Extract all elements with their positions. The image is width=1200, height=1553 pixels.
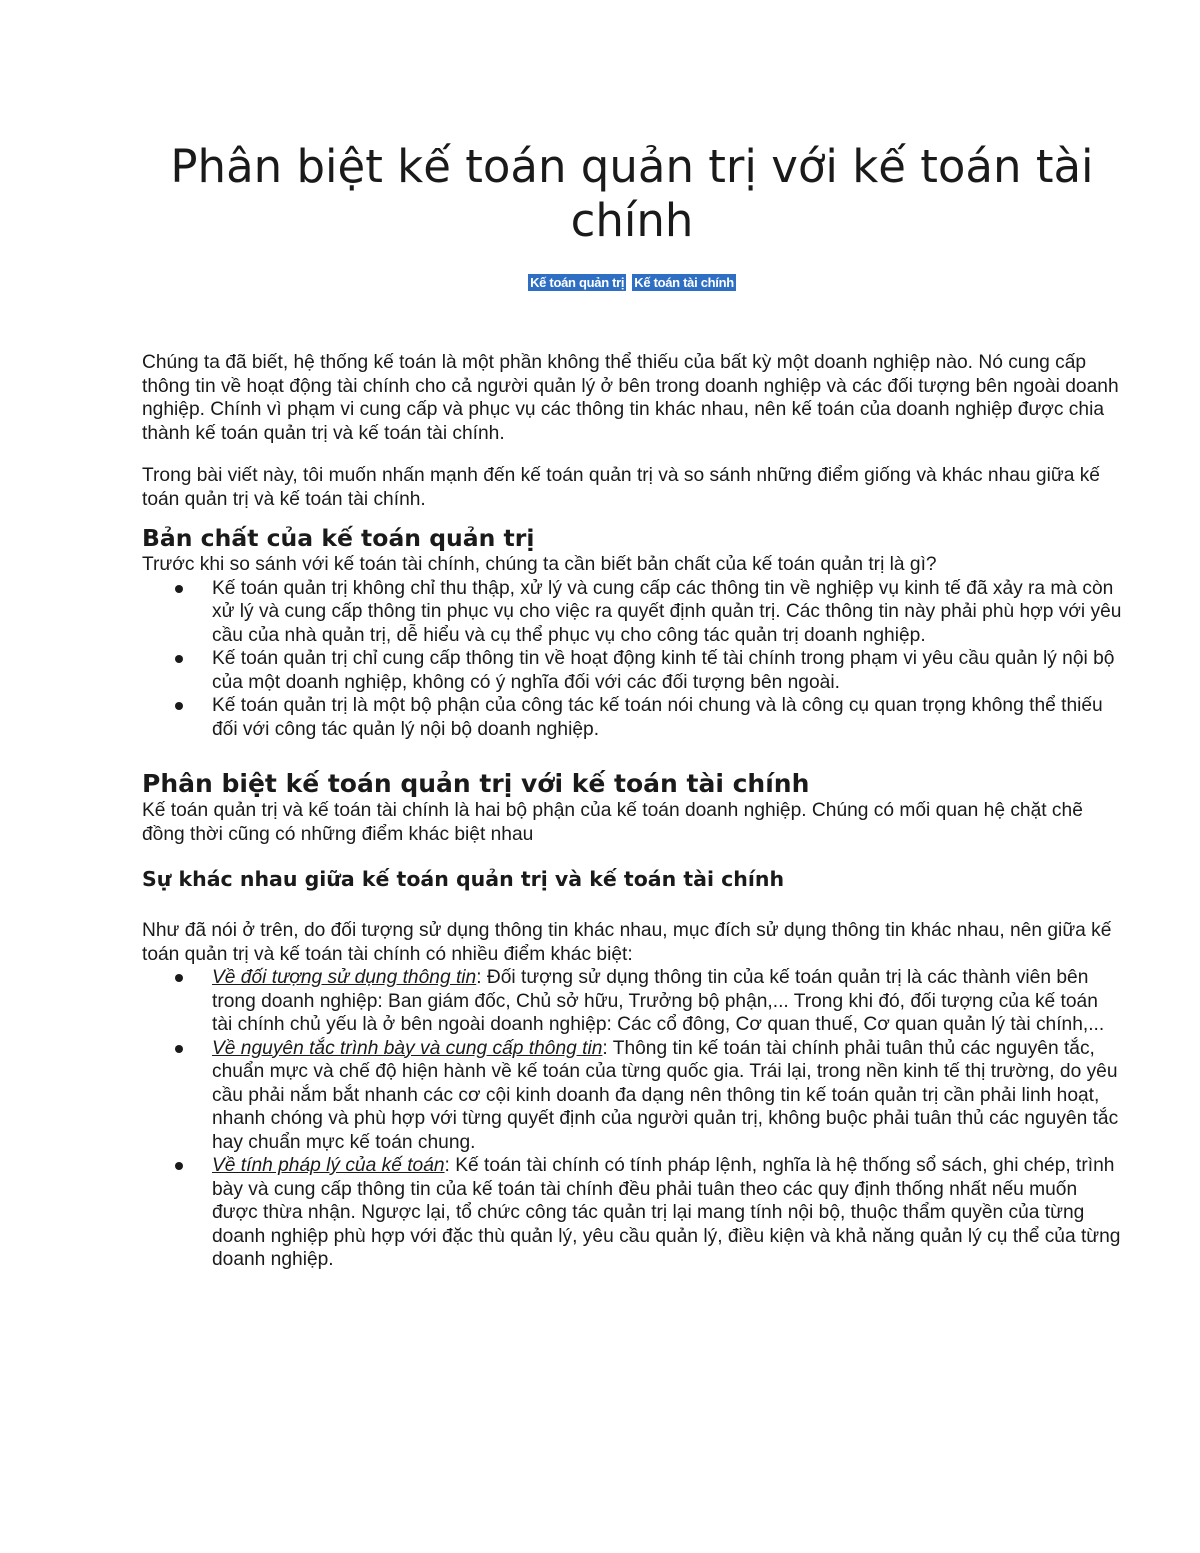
page-title: Phân biệt kế toán quản trị với kế toán tài chính — [170, 140, 1094, 247]
list-item — [212, 1037, 1122, 1155]
list-item-text: Kế toán quản trị không chỉ thu thập, xử lý và cung cấp các thông tin về nghiệp vụ kinh tế đã xảy ra mà còn xử lý và cung cấp thông tin phục vụ cho việc ra quyết định quản trị. Các thông tin này phải phù hợp với yêu cầu của nhà quản trị, dễ hiểu và cụ thể phục vụ cho công tác quản trị doanh nghiệp. — [212, 577, 1122, 646]
list-item-lead: Về tính pháp lý của kế toán — [212, 1155, 445, 1176]
list-item-text: : Thông tin kế toán tài chính phải tuân thủ các nguyên tắc, chuẩn mực và chế độ hiện hành về kế toán của từng quốc gia. Trái lại, trong nền kinh tế thị trường, do yêu cầu phải nắm bắt nhanh các cơ cội kinh doanh đa dạng nên thông tin kế toán quản trị cần phải linh hoạt, nhanh chóng và phù hợp với từng quyết định của người quản trị, không buộc phải tuân thủ các nguyên tắc hay chuẩn mực kế toán chung. — [212, 1037, 1119, 1153]
list-item — [212, 1154, 1122, 1272]
section-heading-comparison: Phân biệt kế toán quản trị với kế toán tài chính — [142, 769, 810, 798]
list-item — [212, 966, 1122, 1037]
section-differences-text: Như đã nói ở trên, do đối tượng sử dụng thông tin khác nhau, mục đích sử dụng thông tin khác nhau, nên giữa kế toán quản trị và kế toán tài chính có nhiều điểm khác biệt: — [142, 920, 1112, 965]
section-heading-differences: Sự khác nhau giữa kế toán quản trị và kế toán tài chính — [142, 867, 785, 891]
bullet-icon — [175, 702, 183, 710]
list-item-text: Kế toán quản trị chỉ cung cấp thông tin về hoạt động kinh tế tài chính trong phạm vi yêu cầu quản lý nội bộ của một doanh nghiệp, không có ý nghĩa đối với các đối tượng bên ngoài. — [212, 648, 1115, 693]
section-heading-nature: Bản chất của kế toán quản trị — [142, 524, 535, 552]
list-item — [212, 694, 1122, 741]
intro-paragraph-1: Chúng ta đã biết, hệ thống kế toán là một phần không thể thiếu của bất kỳ một doanh nghiệp nào. Nó cung cấp thông tin về hoạt động tài chính cho cả người quản lý ở bên trong doanh nghiệp và các đối tượng bên ngoài doanh nghiệp. Chính vì phạm vi cung cấp và phục vụ các thông tin khác nhau, nên kế toán của doanh nghiệp được chia thành kế toán quản trị và kế toán tài chính. — [142, 352, 1119, 444]
tag-management-accounting[interactable]: Kế toán quản trị — [530, 275, 625, 290]
section-nature-text: Trước khi so sánh với kế toán tài chính, chúng ta cần biết bản chất của kế toán quản trị là gì? — [142, 554, 937, 575]
list-item-text: : Đối tượng sử dụng thông tin của kế toán quản trị là các thành viên bên trong doanh nghiệp: Ban giám đốc, Chủ sở hữu, Trưởng bộ phận,... Trong khi đó, đối tượng của kế toán tài chính chủ yếu là ở bên ngoài doanh nghiệp: Các cổ đông, Cơ quan thuế, Cơ quan quản lý tài chính,... — [212, 967, 1105, 1035]
list-item-lead: Về đối tượng sử dụng thông tin — [212, 967, 477, 988]
intro-paragraph-2: Trong bài viết này, tôi muốn nhấn mạnh đến kế toán quản trị và so sánh những điểm giống và khác nhau giữa kế toán quản trị và kế toán tài chính. — [142, 465, 1100, 510]
bullet-icon — [175, 974, 183, 982]
list-item — [212, 647, 1122, 694]
document-page — [142, 140, 1122, 1272]
bullet-icon — [175, 1045, 183, 1053]
list-item-text: : Kế toán tài chính có tính pháp lệnh, nghĩa là hệ thống sổ sách, ghi chép, trình bày và cung cấp thông tin của kế toán tài chính đều phải tuân theo các quy định thống nhất nếu muốn được thừa nhận. Ngược lại, tổ chức công tác quản trị lại mang tính nội bộ, thuộc thẩm quyền của từng doanh nghiệp phù hợp với đặc thù quản lý, yêu cầu quản lý, điều kiện và khả năng quản lý cụ thể của từng doanh nghiệp. — [212, 1155, 1121, 1270]
bullet-icon — [175, 585, 183, 593]
bullet-icon — [175, 655, 183, 663]
nature-bullet-list — [142, 577, 1122, 742]
bullet-icon — [175, 1162, 183, 1170]
tag-financial-accounting[interactable]: Kế toán tài chính — [634, 275, 734, 290]
list-item-text: Kế toán quản trị là một bộ phận của công tác kế toán nói chung và là công cụ quan trọng không thể thiếu đối với công tác quản lý nội bộ doanh nghiệp. — [212, 695, 1103, 740]
differences-bullet-list — [142, 966, 1122, 1272]
tag-list — [142, 274, 1122, 294]
list-item-lead: Về nguyên tắc trình bày và cung cấp thông tin — [212, 1037, 603, 1059]
list-item — [212, 577, 1122, 648]
section-comparison-text: Kế toán quản trị và kế toán tài chính là hai bộ phận của kế toán doanh nghiệp. Chúng có mối quan hệ chặt chẽ đồng thời cũng có những điểm khác biệt nhau — [142, 800, 1083, 845]
